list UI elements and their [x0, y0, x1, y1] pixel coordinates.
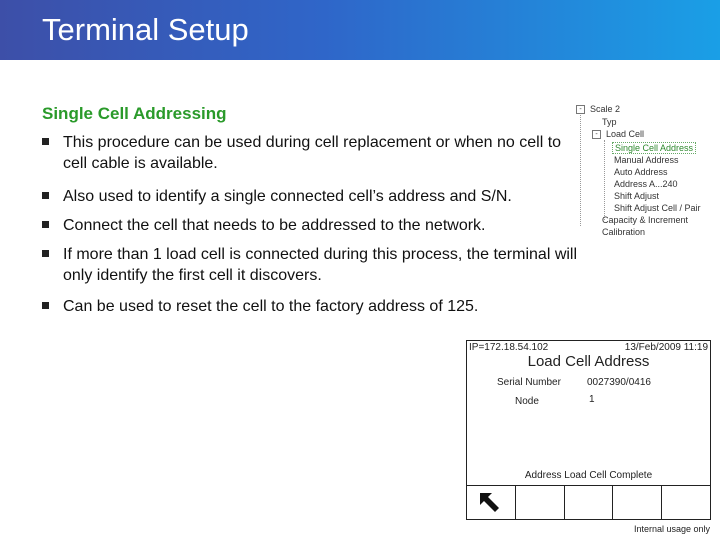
softkey-2[interactable]: [516, 486, 565, 520]
bullet-text: Can be used to reset the cell to the factory address of 125.: [63, 298, 479, 315]
softkey-4[interactable]: [613, 486, 662, 520]
tree-node-shift-adjust-cell-pair[interactable]: Shift Adjust Cell / Pair: [614, 203, 701, 213]
setup-tree: [576, 102, 711, 238]
square-bullet-icon: [42, 192, 49, 199]
screen-heading: Load Cell Address: [527, 353, 650, 370]
tree-node-single-cell-address[interactable]: Single Cell Address: [612, 142, 696, 154]
tree-connector: [580, 110, 581, 226]
status-message: Address Load Cell Complete: [524, 470, 653, 481]
arrow-up-left-icon: [475, 488, 505, 518]
node-value[interactable]: 1: [589, 394, 595, 405]
list-item: [42, 215, 582, 236]
softkey-exit[interactable]: [467, 486, 516, 520]
section-heading: Single Cell Addressing: [42, 104, 227, 123]
date-time: 13/Feb/2009 11:19: [624, 342, 708, 353]
page-title: Terminal Setup: [42, 12, 249, 47]
list-item: [42, 296, 582, 317]
list-item: [42, 132, 582, 174]
title-bar: [0, 0, 720, 60]
collapse-toggle-icon[interactable]: -: [592, 130, 601, 139]
collapse-toggle-icon[interactable]: -: [576, 105, 585, 114]
serial-number-label: Serial Number: [497, 377, 561, 388]
bullet-text: Connect the cell that needs to be addressed to the network.: [63, 217, 486, 234]
tree-node-manual-address[interactable]: Manual Address: [614, 155, 679, 165]
tree-node-type[interactable]: Typ: [602, 117, 617, 127]
tree-node-calibration[interactable]: Calibration: [602, 227, 646, 237]
tree-node-capacity-increment[interactable]: Capacity & Increment: [602, 215, 689, 225]
tree-node-scale[interactable]: Scale 2: [590, 104, 621, 114]
serial-number-value: 0027390/0416: [587, 377, 651, 388]
bullet-text: If more than 1 load cell is connected during this process, the terminal will only identify the first cell it discovers.: [63, 246, 578, 284]
node-label: Node: [515, 396, 539, 407]
bullet-text: This procedure can be used during cell replacement or when no cell to cell cable is available.: [63, 134, 562, 172]
bullet-list: [42, 132, 582, 326]
square-bullet-icon: [42, 302, 49, 309]
terminal-screen: [466, 340, 711, 520]
square-bullet-icon: [42, 250, 49, 257]
tree-node-address-range[interactable]: Address A...240: [614, 179, 678, 189]
softkey-3[interactable]: [565, 486, 614, 520]
square-bullet-icon: [42, 138, 49, 145]
list-item: [42, 244, 582, 286]
tree-connector: [604, 140, 605, 220]
ip-address: IP=172.18.54.102: [469, 342, 549, 353]
tree-node-load-cell[interactable]: Load Cell: [606, 129, 645, 139]
square-bullet-icon: [42, 221, 49, 228]
tree-node-auto-address[interactable]: Auto Address: [614, 167, 668, 177]
footer-note: Internal usage only: [633, 524, 710, 534]
softkey-bar: [467, 485, 710, 520]
tree-node-shift-adjust[interactable]: Shift Adjust: [614, 191, 660, 201]
list-item: [42, 186, 582, 207]
bullet-text: Also used to identify a single connected cell’s address and S/N.: [63, 188, 512, 205]
softkey-5[interactable]: [662, 486, 710, 520]
